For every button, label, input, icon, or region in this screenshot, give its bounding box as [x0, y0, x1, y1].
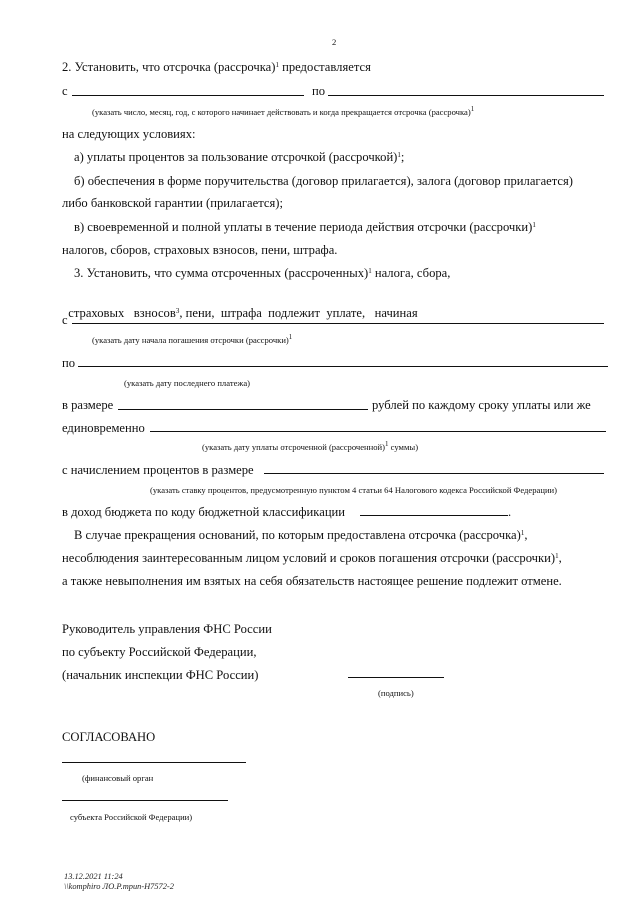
- signatory-line3: (начальник инспекции ФНС России): [62, 668, 259, 682]
- footnote-mark: 1: [555, 552, 559, 560]
- interest-label: с начислением процентов в размере: [62, 463, 254, 477]
- item2-from-label: с: [62, 84, 68, 98]
- item3-from-hint-text: (указать дату начала погашения отсрочки (рассрочки): [92, 335, 289, 345]
- lump-hint-tail: суммы): [388, 442, 419, 452]
- footnote-mark: 1: [532, 221, 536, 229]
- footnote-mark: 1: [397, 151, 401, 159]
- condition-b-line2: либо банковской гарантии (прилагается);: [62, 196, 283, 210]
- lump-label: единовременно: [62, 421, 145, 435]
- signature-field[interactable]: [348, 677, 444, 678]
- item3-from-field[interactable]: [72, 323, 604, 324]
- cancel-line1-tail: ,: [524, 528, 528, 542]
- item3-to-field[interactable]: [78, 366, 608, 367]
- footnote-mark: 1: [275, 61, 279, 69]
- condition-a-text: а) уплаты процентов за пользование отсрочкой (рассрочкой): [74, 150, 398, 164]
- item2-to-label: по: [312, 84, 326, 98]
- agreed-title: СОГЛАСОВАНО: [62, 730, 156, 744]
- item2-title-tail: предоставляется: [278, 60, 371, 74]
- item2-from-field[interactable]: [72, 95, 304, 96]
- item3-from-hint: [92, 335, 292, 346]
- agreed-hint-2: субъекта Российской Федерации): [70, 812, 193, 822]
- footnote-mark-3: 3: [175, 307, 180, 315]
- condition-c-text: в) своевременной и полной уплаты в течение периода действия отсрочки (рассрочки): [74, 220, 533, 234]
- conditions-intro: на следующих условиях:: [62, 127, 196, 141]
- condition-b-line1: б) обеспечения в форме поручительства (договор прилагается), залога (договор прилагается): [74, 174, 573, 188]
- footnote-mark: 1: [288, 333, 293, 341]
- interest-hint: (указать ставку процентов, предусмотренную пунктом 4 статьи 64 Налогового кодекса Российской Федерации): [150, 485, 558, 495]
- condition-c-line2: налогов, сборов, страховых взносов, пени, штрафа.: [62, 243, 338, 257]
- lump-hint: [202, 442, 418, 453]
- cancel-line2-tail: ,: [558, 551, 562, 565]
- item3-line1-text: 3. Установить, что сумма отсроченных (рассроченных): [74, 266, 369, 280]
- budget-tail: .: [508, 505, 512, 519]
- interest-field[interactable]: [264, 473, 604, 474]
- footnote-mark: 1: [520, 529, 525, 537]
- amount-label: в размере: [62, 398, 114, 412]
- item2-date-hint: [92, 107, 474, 118]
- budget-label: в доход бюджета по коду бюджетной классификации: [62, 505, 346, 519]
- condition-c-line1: [74, 220, 536, 235]
- lump-field[interactable]: [150, 431, 606, 432]
- item3-line2-b: , пени, штрафа подлежит уплате, начиная: [179, 306, 418, 320]
- item3-line2-a: страховых взносов: [68, 306, 176, 320]
- footnote-mark: 1: [368, 267, 372, 275]
- agreed-hint-1: (финансовый орган: [82, 773, 154, 783]
- agreed-field-2[interactable]: [62, 800, 228, 801]
- item3-line2: [62, 291, 418, 321]
- cancel-line1: [74, 528, 527, 543]
- cancel-line2: [62, 551, 562, 566]
- footnote-mark: 1: [470, 105, 475, 113]
- signatory-line1: Руководитель управления ФНС России: [62, 622, 272, 636]
- signatory-line2: по субъекту Российской Федерации,: [62, 645, 257, 659]
- cancel-line1-text: В случае прекращения оснований, по которым предоставлена отсрочка (рассрочка): [74, 528, 521, 542]
- budget-code-field[interactable]: [360, 515, 508, 516]
- item2-title-text: 2. Установить, что отсрочка (рассрочка): [62, 60, 276, 74]
- item2-to-field[interactable]: [328, 95, 604, 96]
- cancel-line3: а также невыполнения им взятых на себя обязательств настоящее решение подлежит отмене.: [62, 574, 562, 588]
- footer-date: 13.12.2021 11:24: [64, 872, 123, 881]
- item2-date-hint-text: (указать число, месяц, год, с которого начинает действовать и когда прекращается отсрочка (рассрочка): [92, 107, 471, 117]
- condition-a-tail: ;: [400, 150, 405, 164]
- amount-tail: рублей по каждому сроку уплаты или же: [372, 398, 591, 412]
- lump-hint-text: (указать дату уплаты отсроченной (рассроченной): [202, 442, 386, 452]
- item3-to-hint: (указать дату последнего платежа): [124, 378, 250, 388]
- item3-to-label: по: [62, 356, 76, 370]
- cancel-line2-text: несоблюдения заинтересованным лицом условий и сроков погашения отсрочки (рассрочки): [62, 551, 556, 565]
- signature-hint: (подпись): [378, 688, 414, 698]
- page-number: 2: [332, 37, 337, 47]
- item2-title: [62, 60, 371, 75]
- footer-path: \\komphiro ЛО.Р.трип-Н7572-2: [64, 882, 174, 891]
- footnote-mark: 1: [385, 440, 389, 448]
- condition-a: [74, 150, 404, 165]
- item3-line1-tail: налога, сбора,: [371, 266, 451, 280]
- agreed-field-1[interactable]: [62, 762, 246, 763]
- item3-line1: [74, 266, 450, 281]
- amount-field[interactable]: [118, 409, 368, 410]
- item3-from-label: с: [62, 313, 68, 327]
